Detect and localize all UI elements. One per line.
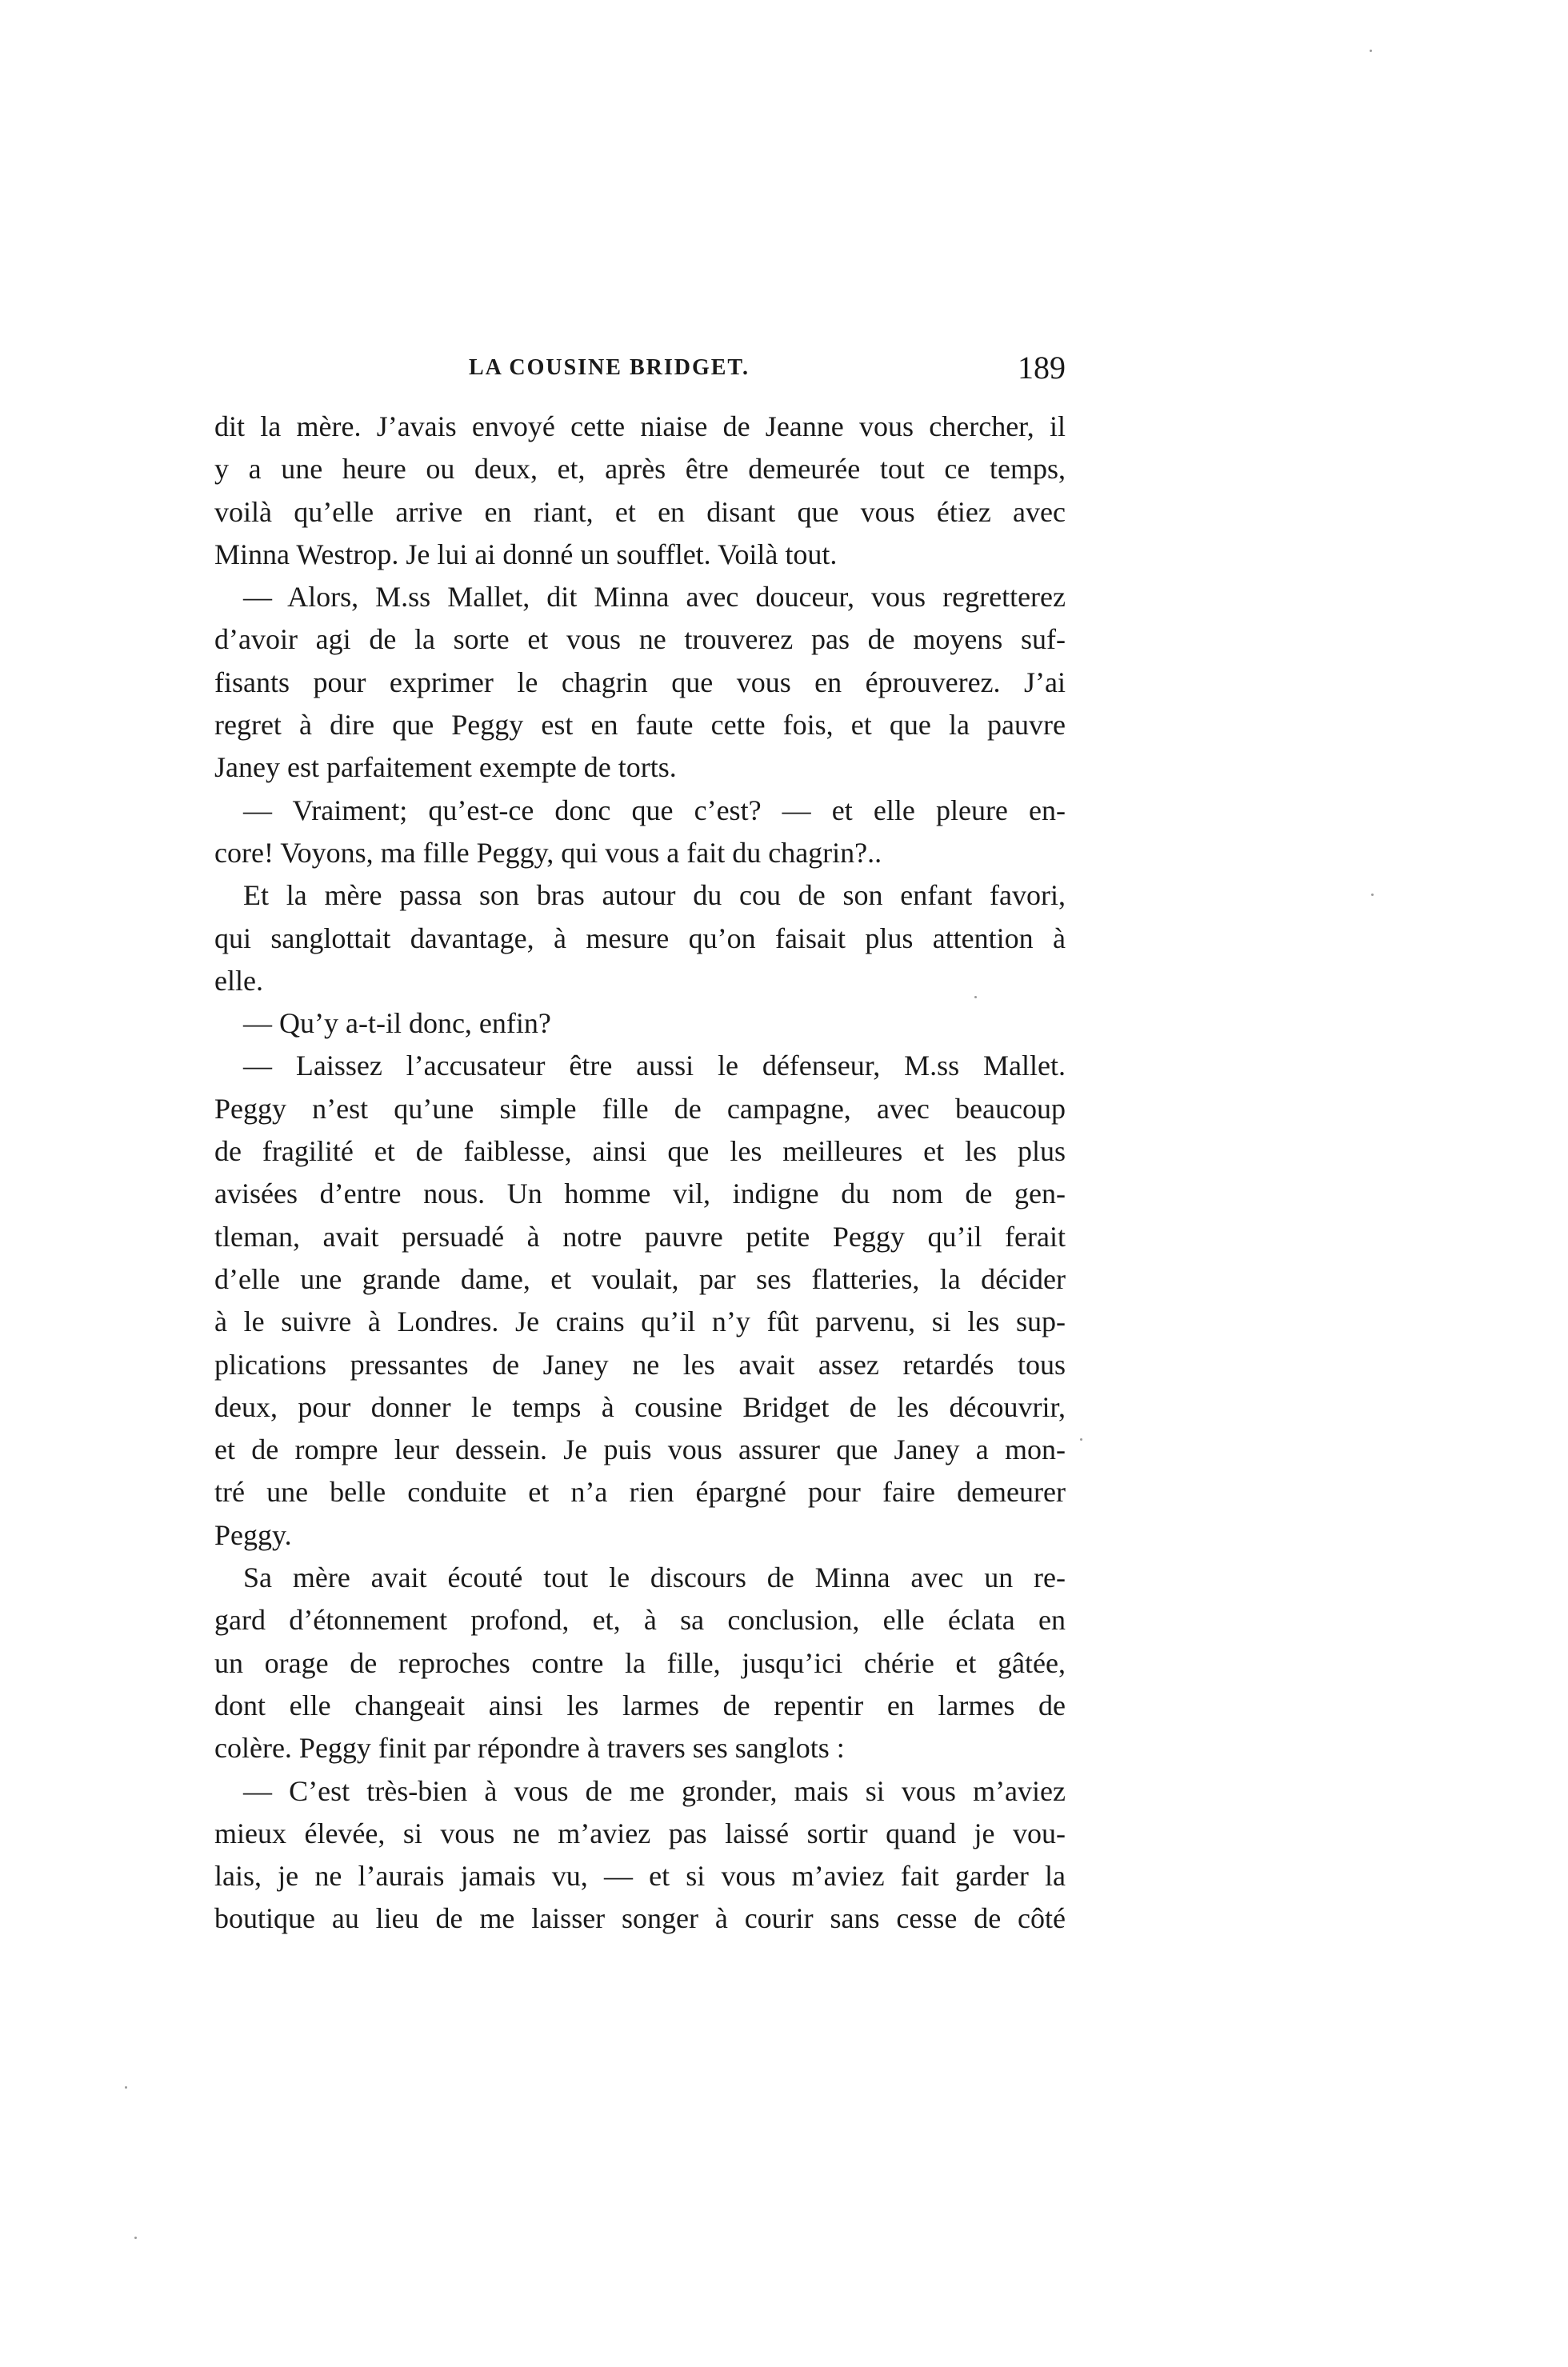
text-line: — Alors, M.ss Mallet, dit Minna avec douceur, vous regretterez	[243, 581, 1066, 614]
paper-speck	[1080, 1438, 1082, 1441]
text-line: tré une belle conduite et n’a rien épargné pour faire demeurer	[214, 1476, 1066, 1509]
text-line: tleman, avait persuadé à notre pauvre petite Peggy qu’il ferait	[214, 1220, 1066, 1253]
text-line: boutique au lieu de me laisser songer à courir sans cesse de côté	[214, 1902, 1066, 1935]
body-text	[214, 406, 1066, 1941]
text-line: d’avoir agi de la sorte et vous ne trouverez pas de moyens suf-	[214, 623, 1066, 656]
text-line: Et la mère passa son bras autour du cou de son enfant favori,	[243, 879, 1066, 912]
paper-speck	[1371, 894, 1374, 896]
page-header	[214, 344, 1066, 392]
text-line: Peggy n’est qu’une simple fille de campagne, avec beaucoup	[214, 1092, 1066, 1125]
text-line: à le suivre à Londres. Je crains qu’il n’y fût parvenu, si les sup-	[214, 1305, 1066, 1338]
text-line: colère. Peggy finit par répondre à travers ses sanglots :	[214, 1732, 845, 1765]
text-line: avisées d’entre nous. Un homme vil, indigne du nom de gen-	[214, 1178, 1066, 1210]
text-line: plications pressantes de Janey ne les avait assez retardés tous	[214, 1348, 1066, 1381]
text-line: — Qu’y a-t-il donc, enfin?	[243, 1007, 551, 1040]
text-line: fisants pour exprimer le chagrin que vous en éprouverez. J’ai	[214, 666, 1066, 698]
text-line: Sa mère avait écouté tout le discours de Minna avec un re-	[243, 1561, 1066, 1594]
text-line: de fragilité et de faiblesse, ainsi que les meilleures et les plus	[214, 1135, 1066, 1168]
text-line: un orage de reproches contre la fille, jusqu’ici chérie et gâtée,	[214, 1646, 1066, 1679]
text-line: Peggy.	[214, 1518, 292, 1551]
text-line: core! Voyons, ma fille Peggy, qui vous a fait du chagrin?..	[214, 836, 882, 869]
text-line: qui sanglottait davantage, à mesure qu’on faisait plus attention à	[214, 922, 1066, 954]
text-line: voilà qu’elle arrive en riant, et en disant que vous étiez avec	[214, 495, 1066, 528]
paper-speck	[1370, 50, 1372, 52]
text-line: — C’est très-bien à vous de me gronder, mais si vous m’aviez	[243, 1774, 1066, 1807]
text-line: dit la mère. J’avais envoyé cette niaise de Jeanne vous chercher, il	[214, 410, 1066, 442]
text-line: — Vraiment; qu’est-ce donc que c’est? — et elle pleure en-	[243, 794, 1066, 826]
paper-speck	[125, 2086, 127, 2089]
running-title: LA COUSINE BRIDGET.	[469, 355, 750, 380]
text-line: deux, pour donner le temps à cousine Bridget de les découvrir,	[214, 1390, 1066, 1423]
text-line: elle.	[214, 964, 263, 997]
text-line: Minna Westrop. Je lui ai donné un soufflet. Voilà tout.	[214, 538, 838, 570]
text-line: y a une heure ou deux, et, après être demeurée tout ce temps,	[214, 453, 1066, 486]
paper-speck	[134, 2237, 137, 2239]
text-line: et de rompre leur dessein. Je puis vous assurer que Janey a mon-	[214, 1433, 1066, 1466]
text-line: Janey est parfaitement exempte de torts.	[214, 751, 677, 784]
text-line: regret à dire que Peggy est en faute cette fois, et que la pauvre	[214, 709, 1066, 742]
text-line: dont elle changeait ainsi les larmes de repentir en larmes de	[214, 1689, 1066, 1721]
text-line: gard d’étonnement profond, et, à sa conclusion, elle éclata en	[214, 1604, 1066, 1637]
text-line: lais, je ne l’aurais jamais vu, — et si vous m’aviez fait garder la	[214, 1860, 1066, 1893]
text-line: mieux élevée, si vous ne m’aviez pas laissé sortir quand je vou-	[214, 1817, 1066, 1849]
page-number: 189	[1018, 350, 1066, 386]
text-line: — Laissez l’accusateur être aussi le défenseur, M.ss Mallet.	[243, 1050, 1066, 1082]
text-line: d’elle une grande dame, et voulait, par ses flatteries, la décider	[214, 1262, 1066, 1295]
paper-speck	[974, 996, 977, 998]
